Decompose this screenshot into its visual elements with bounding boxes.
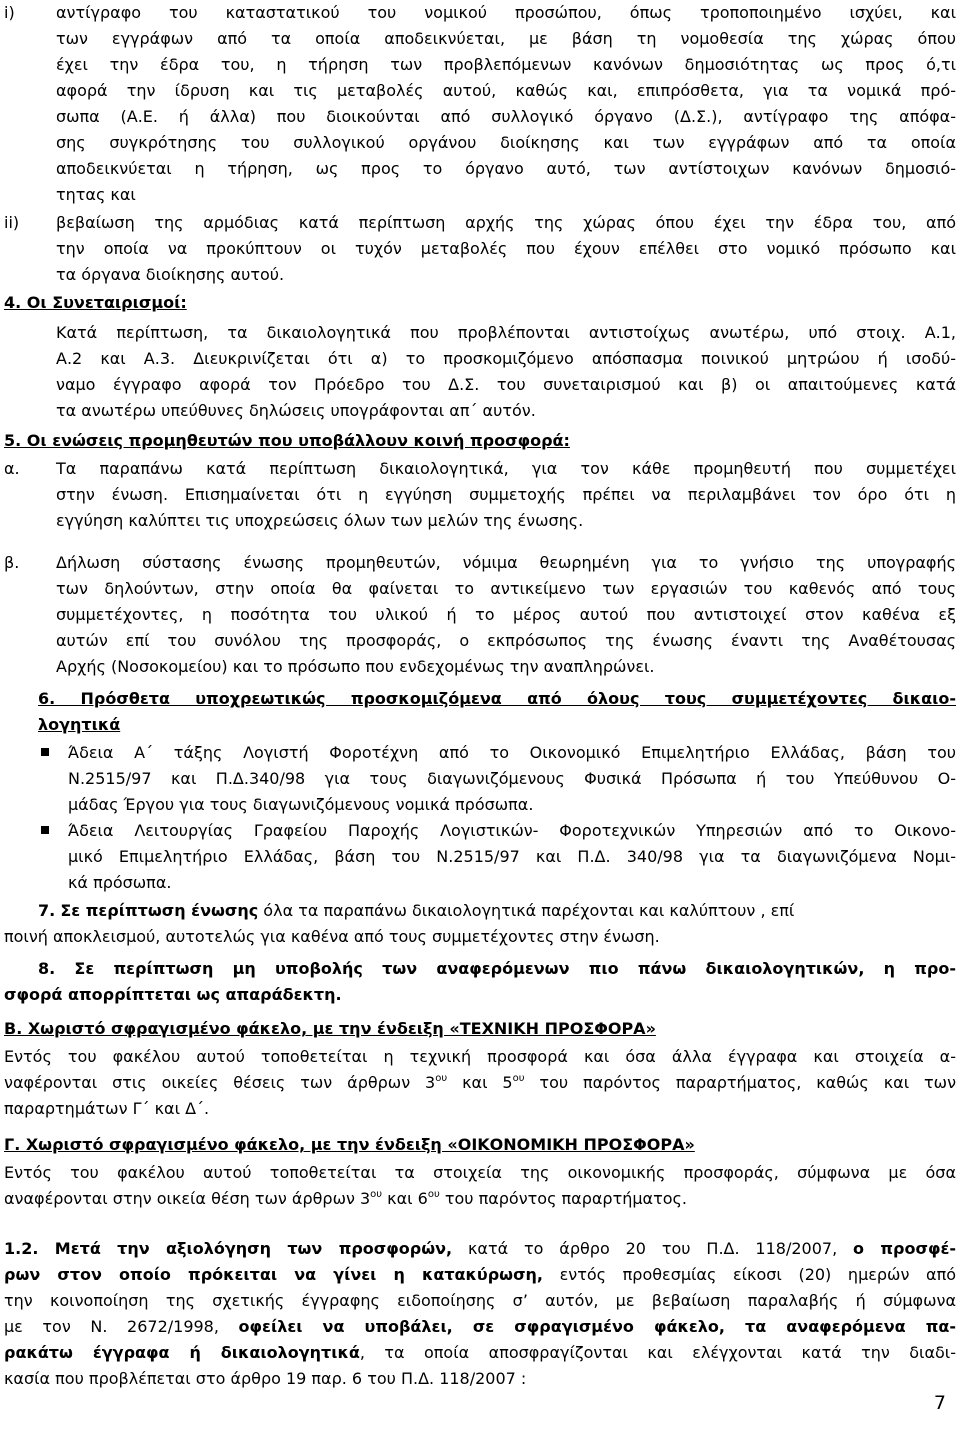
section-b-title: Β. Χωριστό σφραγισμένο φάκελο, με την ένδειξη «ΤΕΧΝΙΚΗ ΠΡΟΣΦΟΡΑ» [4,1019,656,1038]
section-5-a-line: Τα παραπάνω κατά περίπτωση δικαιολογητικά, για τον κάθε προμηθευτή που συμμετέχει [56,459,956,478]
section-1-2-text: κατά το άρθρο 20 του Π.Δ. 118/2007, [452,1239,854,1258]
section-1-2-bold: 1.2. Μετά την αξιολόγηση των προσφορών, [4,1239,453,1258]
section-1-2-line: κασία που προβλέπεται στο άρθρο 19 παρ. 6 του Π.Δ. 118/2007 : [4,1369,527,1388]
section-4-line: Α.2 και Α.3. Διευκρινίζεται ότι α) το προσκομιζόμενο απόσπασμα ποινικού μητρώου ή ισοδύ- [56,349,956,368]
section-1-2-line [4,1314,956,1340]
ordinal-superscript: ου [435,1073,448,1084]
square-bullet-icon [41,826,49,834]
section-5-a-line: εγγύηση καλύπτει τις υποχρεώσεις όλων των μελών της ένωσης. [56,511,584,530]
section-5-title: 5. Οι ενώσεις προμηθευτών που υποβάλλουν κοινή προσφορά: [4,431,570,450]
section-5-b-line: αυτών επί του συνόλου της προσφοράς, ο εκπρόσωπος της ένωσης έναντι της Αναθέτουσας [56,631,956,650]
section-1-2-text: , τα οποία αποσφραγίζονται και ελέγχονται κατά την διαδι- [359,1343,956,1362]
section-1-2-line [4,1340,956,1366]
section-g-line: Εντός του φακέλου αυτού τοποθετείται τα στοιχεία της οικονομικής προσφοράς, σύμφωνα με όσα [4,1163,956,1182]
item-i-line: αποδεικνύεται η τήρηση, ως προς το όργανο αυτό, των αντίστοιχων κανόνων δημοσιό- [56,159,956,178]
item-i-line: τητας και [56,185,136,204]
section-4-line: τα ανωτέρω υπεύθυνες δηλώσεις υπογράφονται απ΄ αυτόν. [56,401,536,420]
section-6-bullet-1-line: Άδεια Α΄ τάξης Λογιστή Φοροτέχνη από το Οικονομικό Επιμελητήριο Ελλάδας, βάση του [68,743,956,762]
section-5-a-marker: α. [4,459,20,478]
section-g-text: και 6 [382,1189,428,1208]
section-5-a-line: στην ένωση. Επισημαίνεται ότι η εγγύηση συμμετοχής πρέπει να περιλαμβάνει τον όρο ότι η [56,485,956,504]
section-7-line-2: ποινή αποκλεισμού, αυτοτελώς για καθένα από τους συμμετέχοντες στην ένωση. [4,927,660,946]
section-g-title: Γ. Χωριστό σφραγισμένο φάκελο, με την ένδειξη «ΟΙΚΟΝΟΜΙΚΗ ΠΡΟΣΦΟΡΑ» [4,1135,695,1154]
section-6-bullet-1-line: Ν.2515/97 και Π.Δ.340/98 για τους διαγωνιζόμενους Φυσικά Πρόσωπα ή του Υπεύθυνου Ο- [68,769,956,788]
ordinal-superscript: ου [370,1189,383,1200]
item-i-line: αντίγραφο του καταστατικού του νομικού προσώπου, όπως τροποποιημένο ισχύει, και [56,3,956,22]
item-i-line: σης συγκρότησης του συλλογικού οργάνου διοίκησης και των εγγράφων από τα οποία [56,133,956,152]
section-7-line [38,898,956,924]
item-ii-line: βεβαίωση της αρμόδιας κατά περίπτωση αρχής της χώρας όπου έχει την έδρα του, από [56,213,956,232]
section-b-line: Εντός του φακέλου αυτού τοποθετείται η τεχνική προσφορά και όσα άλλα έγγραφα και στοιχεία α- [4,1047,956,1066]
item-i-marker: i) [4,3,15,22]
item-ii-line: τα όργανα διοίκησης αυτού. [56,265,285,284]
section-4-line: Κατά περίπτωση, τα δικαιολογητικά που προβλέπονται αντιστοίχως ανωτέρω, υπό στοιχ. Α.1, [56,323,956,342]
section-7-number: 7. [38,901,56,920]
section-8-line: 8. Σε περίπτωση μη υποβολής των αναφερόμενων πιο πάνω δικαιολογητικών, η προ- [38,959,956,978]
section-1-2-text: με τον Ν. 2672/1998, [4,1317,239,1336]
ordinal-superscript: ου [427,1189,440,1200]
section-8-line-2: σφορά απορρίπτεται ως απαράδεκτη. [4,985,342,1004]
item-i-line: έχει την έδρα του, η τήρηση των προβλεπόμενων κανόνων δημοσιότητας ως προς ό,τι [56,55,956,74]
section-1-2-bold: ρων στον οποίο πρόκειται να γίνει η κατακύρωση, [4,1265,544,1284]
section-6-title-cont: λογητικά [38,715,121,734]
section-1-2-bold: ο προσφέ- [853,1239,957,1258]
section-6-bullet-1-line: μάδας Έργου για τους διαγωνιζόμενους νομικά πρόσωπα. [68,795,534,814]
section-5-b-line: Αρχής (Νοσοκομείου) και το πρόσωπο που ενδεχομένως την αναπληρώνει. [56,657,655,676]
section-g-line [4,1186,687,1212]
section-1-2-text: εντός προθεσμίας είκοσι (20) ημερών από [543,1265,956,1284]
section-5-b-line: των δηλούντων, στην οποία θα φαίνεται το αντικείμενο των εργασιών του καθενός από τους [56,579,956,598]
section-5-b-line: συμμετέχοντες, η ποσότητα του υλικού ή το μέρος αυτού που αντιστοιχεί στον καθένα εξ [56,605,956,624]
section-1-2-bold: οφείλει να υποβάλει, σε σφραγισμένο φάκελο, τα αναφερόμενα πα- [238,1317,956,1336]
section-1-2-line [4,1262,956,1288]
item-ii-marker: ii) [4,213,20,232]
section-b-text: ναφέρονται στις οικείες θέσεις των άρθρων 3 [4,1073,436,1092]
item-ii-line: την οποία να προκύπτουν οι τυχόν μεταβολές που έχουν επέλθει στο νομικό πρόσωπο και [56,239,956,258]
section-6-title: 6. Πρόσθετα υποχρεωτικώς προσκομιζόμενα από όλους τους συμμετέχοντες δικαιο- [38,689,956,708]
section-6-bullet-2-line: κά πρόσωπα. [68,873,172,892]
section-g-text: του παρόντος παραρτήματος. [439,1189,687,1208]
section-6-bullet-2-line: Άδεια Λειτουργίας Γραφείου Παροχής Λογιστικών- Φοροτεχνικών Υπηρεσιών από το Οικονο- [68,821,956,840]
section-6-bullet-2-line: μικό Επιμελητήριο Ελλάδας, βάση του Ν.2515/97 και Π.Δ. 340/98 για τα διαγωνιζόμενα Νομι- [68,847,956,866]
item-i-line: αφορά την ίδρυση και τις μεταβολές αυτού, καθώς και, επιπρόσθετα, για τα νομικά πρό- [56,81,956,100]
item-i-line: σωπα (Α.Ε. ή άλλα) που διοικούνται από συλλογικό όργανο (Δ.Σ.), αντίγραφο της απόφα- [56,107,956,126]
section-1-2-bold: ρακάτω έγγραφα ή δικαιολογητικά [4,1343,360,1362]
section-5-b-line: Δήλωση σύστασης ένωσης προμηθευτών, νόμιμα θεωρημένη για το γνήσιο της υπογραφής [56,553,956,572]
section-4-title: 4. Οι Συνεταιρισμοί: [4,293,187,312]
section-b-text: και 5 [447,1073,513,1092]
square-bullet-icon [41,748,49,756]
section-5-b-marker: β. [4,553,20,572]
section-b-line: παραρτημάτων Γ΄ και Δ΄. [4,1099,210,1118]
section-b-line [4,1070,956,1096]
item-i-line: των εγγράφων από τα οποία αποδεικνύεται, με βάση τη νομοθεσία της χώρας όπου [56,29,956,48]
section-7-rest: όλα τα παραπάνω δικαιολογητικά παρέχονται και καλύπτουν , επί [258,901,795,920]
section-b-text: του παρόντος παραρτήματος, καθώς και των [524,1073,957,1092]
page-number: 7 [933,1392,946,1414]
section-1-2-line: την κοινοποίηση της σχετικής έγγραφης ειδοποίησης σ’ αυτόν, με βεβαίωση παραλαβής ή σύμφωνα [4,1291,956,1310]
section-1-2-line [4,1236,956,1262]
ordinal-superscript: ου [512,1073,525,1084]
section-4-line: ναμο έγγραφο αφορά τον Πρόεδρο του Δ.Σ. του συνεταιρισμού και β) οι απαιτούμενες κατά [56,375,956,394]
section-7-bold: Σε περίπτωση ένωσης [60,901,259,920]
section-g-text: αναφέρονται στην οικεία θέση των άρθρων 3 [4,1189,371,1208]
